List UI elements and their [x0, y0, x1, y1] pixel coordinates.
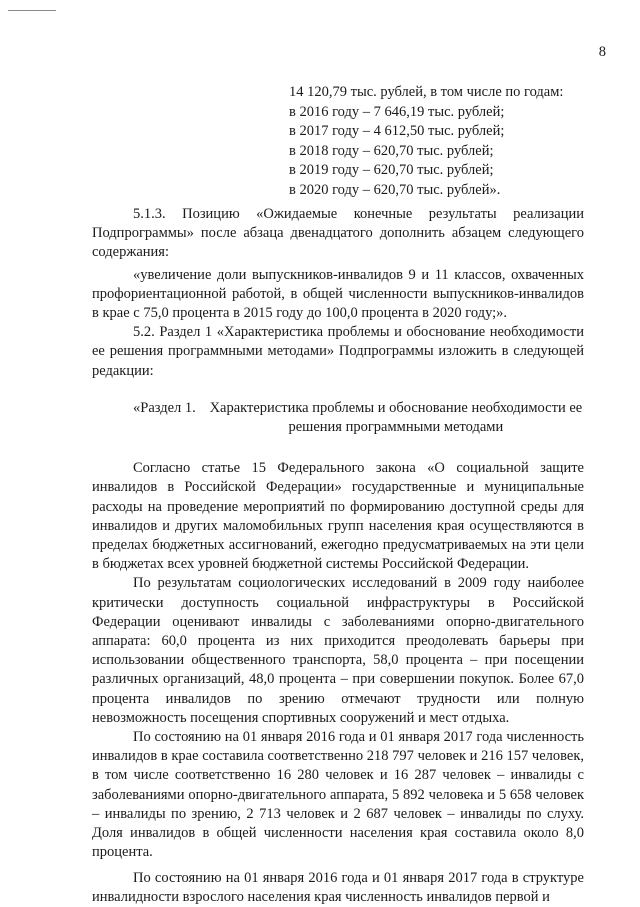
section-heading-title: Характеристика проблемы и обоснование необходимости ее решения программными методами — [209, 399, 583, 436]
paragraph-5-2: 5.2. Раздел 1 «Характеристика проблемы и обоснование необходимости ее решения программными методами» Подпрограммы изложить в следующей редакции: — [92, 324, 584, 379]
funding-year-line: в 2017 году – 4 612,50 тыс. рублей; — [289, 123, 505, 140]
funding-year-line: в 2018 году – 620,70 тыс. рублей; — [289, 142, 494, 159]
body-paragraph: По состоянию на 01 января 2016 года и 01 января 2017 года численность инвалидов в крае составила соответственно 218 797 человек и 216 157 человек, в том числе соответственно 16 280 человек и 16 287 человек – инвалиды с заболеваниями опорно-двигательного аппарата, 5 892 человека и 5 658 человек – инвалиды по зрению, 2 713 человек и 2 687 человек – инвалиды по слуху. Доля инвалидов в общей численности населения края составила около 8,0 процента. — [92, 729, 584, 861]
funding-year-line: в 2016 году – 7 646,19 тыс. рублей; — [289, 103, 505, 120]
header-rule — [8, 10, 56, 11]
body-paragraph: По результатам социологических исследований в 2009 году наиболее критически доступность социальной инфраструктуры в Российской Федерации оценивают инвалиды с заболеваниями опорно-двигательного аппарата: 60,0 процента из них приходится преодолевать барьеры при использовании общественного транспорта, 58,0 процента – при посещении различных организаций, 48,0 процента – при совершении покупок. Более 67,0 процента инвалидов по зрению отмечают трудности или полную невозможность посещения спортивных сооружений и мест отдыха. — [92, 575, 584, 726]
paragraph-5-1-3: 5.1.3. Позицию «Ожидаемые конечные результаты реализации Подпрограммы» после абзаца двенадцатого дополнить абзацем следующего содержания: — [92, 206, 584, 261]
section-heading — [92, 399, 584, 437]
paragraph-5-1-3-quote: «увеличение доли выпускников-инвалидов 9 и 11 классов, охваченных профориентационной работой, в общей численности выпускников-инвалидов в крае с 75,0 процента в 2015 году до 100,0 процента в 2020 году;». — [92, 266, 584, 322]
body-paragraph: Согласно статье 15 Федерального закона «О социальной защите инвалидов в Российской Федерации» государственные и муниципальные расходы на проведение мероприятий по формированию доступной среды для инвалидов и других маломобильных групп населения края осуществляются в пределах бюджетных ассигнований, ежегодно предусматриваемых на эти цели в бюджетах всех уровней бюджетной системы Российской Федерации. — [92, 460, 584, 573]
funding-year-line: в 2019 году – 620,70 тыс. рублей; — [289, 162, 494, 179]
section-heading-label: «Раздел 1. — [133, 399, 196, 416]
page-number: 8 — [598, 44, 606, 60]
funding-year-line: в 2020 году – 620,70 тыс. рублей». — [289, 181, 501, 198]
funding-breakdown — [289, 83, 599, 201]
body-paragraph: По состоянию на 01 января 2016 года и 01 января 2017 года в структуре инвалидности взрослого населения края численность инвалидов первой и — [92, 869, 584, 905]
document-body — [92, 205, 584, 907]
funding-total-line: 14 120,79 тыс. рублей, в том числе по годам: — [289, 84, 564, 100]
